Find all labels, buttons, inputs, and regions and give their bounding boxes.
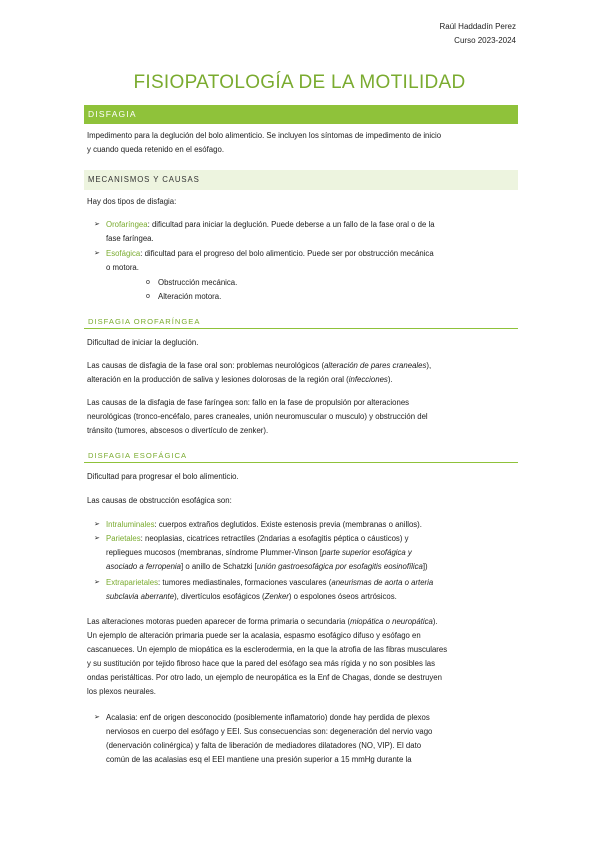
italic-span: miopática o neuropática bbox=[350, 617, 433, 626]
text-line: cascanueces. Un ejemplo de miopática es la esclerodermia, en la que la atrofia de las fibras musculares bbox=[87, 645, 448, 654]
circle-bullet-icon: o bbox=[146, 293, 150, 300]
text-line bbox=[106, 518, 512, 532]
list-item-acalasia bbox=[94, 711, 512, 767]
oral-phase-paragraph bbox=[87, 359, 517, 387]
text-line: y cuando queda retenido en el esófago. bbox=[87, 145, 224, 154]
text-line bbox=[106, 532, 512, 546]
course-year: Curso 2023-2024 bbox=[454, 36, 516, 45]
text-span: ). bbox=[432, 617, 438, 626]
term-highlight: Orofaríngea bbox=[106, 220, 148, 229]
text-span: alteración en la producción de saliva y lesiones dolorosas de la región oral ( bbox=[87, 375, 349, 384]
text-line: o motora. bbox=[106, 263, 139, 272]
list-item-esofagica bbox=[94, 247, 512, 275]
author-name: Raúl Haddadín Perez bbox=[439, 22, 516, 31]
text-line bbox=[106, 247, 512, 261]
text-line: (denervación colinérgica) y falta de liberación de mediadores dilatadores (NO, VIP). El dato bbox=[106, 741, 422, 750]
text-line bbox=[106, 590, 512, 604]
text-line: los plexos neurales. bbox=[87, 687, 156, 696]
text-line: ondas peristálticas. Por otro lado, un ejemplo de neuropática es la Enf de Chagas, donde se destruyen bbox=[87, 673, 442, 682]
italic-span: Zenker bbox=[264, 592, 289, 601]
text-span: repliegues mucosos (membranas, síndrome Plummer-Vinson [ bbox=[106, 548, 323, 557]
text-span: : tumores mediastinales, formaciones vasculares ( bbox=[158, 578, 332, 587]
orofaringea-definition: Dificultad de iniciar la deglución. bbox=[87, 338, 199, 347]
text-line: Un ejemplo de alteración primaria puede ser la acalasia, espasmo esofágico difuso y esófago en bbox=[87, 631, 421, 640]
list-item-intraluminales bbox=[94, 518, 512, 532]
term-highlight: Parietales bbox=[106, 534, 141, 543]
term-highlight: Esofágica bbox=[106, 249, 141, 258]
section-heading-disfagia: DISFAGIA bbox=[84, 105, 518, 124]
circle-bullet-icon: o bbox=[146, 279, 150, 286]
mechanisms-lead: Hay dos tipos de disfagia: bbox=[87, 197, 177, 206]
arrow-bullet-icon: ➢ bbox=[94, 535, 100, 542]
text-span: ). bbox=[387, 375, 393, 384]
text-line: común de las acalasias esq el EEI mantiene una presión superior a 15 mmHg durante la bbox=[106, 755, 412, 764]
pharyngeal-phase-paragraph bbox=[87, 396, 517, 438]
subheading-disfagia-esofagica: DISFAGIA ESOFÁGICA bbox=[84, 449, 518, 463]
text-line: Acalasia: enf de origen desconocido (posiblemente inflamatorio) donde hay perdida de plexos bbox=[106, 713, 430, 722]
page-title: FISIOPATOLOGÍA DE LA MOTILIDAD bbox=[133, 72, 466, 93]
text-span: : dificultad para iniciar la deglución. Puede deberse a un fallo de la fase oral o de la bbox=[147, 220, 435, 229]
italic-span: parte superior esofágica y bbox=[322, 548, 412, 557]
arrow-bullet-icon: ➢ bbox=[94, 714, 100, 721]
arrow-bullet-icon: ➢ bbox=[94, 579, 100, 586]
text-line: Las causas de la disfagia de fase faríngea son: fallo en la fase de propulsión por alteraciones bbox=[87, 398, 410, 407]
text-line bbox=[87, 373, 517, 387]
list-item-parietales bbox=[94, 532, 512, 574]
term-highlight: Extraparietales bbox=[106, 578, 159, 587]
subheading-disfagia-orofaringea: DISFAGIA OROFARÍNGEA bbox=[84, 315, 518, 329]
text-line bbox=[87, 615, 517, 629]
text-line: tránsito (tumores, abscesos o divertículo de zenker). bbox=[87, 426, 269, 435]
italic-span: aneurismas de aorta o arteria bbox=[331, 578, 434, 587]
text-span: : neoplasias, cicatrices retractiles (2ndarias a esofagitis péptica o cáusticos) y bbox=[140, 534, 409, 543]
text-span: ), bbox=[426, 361, 432, 370]
text-span: : cuerpos extraños deglutidos. Existe estenosis previa (membranas o anillos). bbox=[154, 520, 422, 529]
arrow-bullet-icon: ➢ bbox=[94, 521, 100, 528]
intro-paragraph bbox=[87, 129, 517, 157]
sub-list-item bbox=[146, 290, 458, 304]
text-line: Impedimento para la deglución del bolo alimenticio. Se incluyen los síntomas de impedimento de inicio bbox=[87, 131, 442, 140]
esofagica-lead: Las causas de obstrucción esofágica son: bbox=[87, 496, 232, 505]
text-span: Alteración motora. bbox=[158, 292, 222, 301]
text-line bbox=[106, 576, 512, 590]
term-highlight: Intraluminales bbox=[106, 520, 155, 529]
author-block bbox=[440, 20, 517, 48]
italic-span: subclavia aberrante bbox=[106, 592, 175, 601]
subsection-heading-mecanismos: MECANISMOS Y CAUSAS bbox=[84, 170, 518, 190]
italic-span: infecciones bbox=[348, 375, 388, 384]
text-span: Obstrucción mecánica. bbox=[158, 278, 238, 287]
text-line bbox=[106, 560, 512, 574]
italic-span: alteración de pares craneales bbox=[324, 361, 427, 370]
text-line: neurológicas (tronco-encéfalo, pares craneales, unión neuromuscular o musculo) y obstrucción del bbox=[87, 412, 428, 421]
text-line bbox=[87, 359, 517, 373]
text-line bbox=[106, 546, 512, 560]
text-line bbox=[106, 218, 512, 232]
text-span: Las alteraciones motoras pueden aparecer de forma primaria o secundaria ( bbox=[87, 617, 351, 626]
list-item-orofaringea bbox=[94, 218, 512, 246]
text-line: nerviosos en cuerpo del esófago y EEI. Sus consecuencias son: degeneración del nervio vago bbox=[106, 727, 433, 736]
sub-list-item bbox=[146, 276, 458, 290]
text-line: y su sustitución por tejido fibroso hace que la pared del esófago sea más rígida y no son posibles las bbox=[87, 659, 436, 668]
motor-alterations-paragraph bbox=[87, 615, 517, 699]
list-item-extraparietales bbox=[94, 576, 512, 604]
text-span: Las causas de disfagia de la fase oral son: problemas neurológicos ( bbox=[87, 361, 325, 370]
italic-span: asociado a ferropenia bbox=[106, 562, 181, 571]
text-line: fase faríngea. bbox=[106, 234, 154, 243]
esofagica-definition: Dificultad para progresar el bolo alimenticio. bbox=[87, 472, 239, 481]
text-span: ]) bbox=[422, 562, 428, 571]
text-span: ) o espolones óseos artrósicos. bbox=[288, 592, 397, 601]
text-span: : dificultad para el progreso del bolo alimenticio. Puede ser por obstrucción mecánica bbox=[140, 249, 434, 258]
italic-span: unión gastroesofágica por esofagitis eosinofílica bbox=[256, 562, 423, 571]
arrow-bullet-icon: ➢ bbox=[94, 221, 100, 228]
text-span: ] o anillo de Schatzki [ bbox=[181, 562, 257, 571]
text-span: ), divertículos esofágicos ( bbox=[174, 592, 265, 601]
arrow-bullet-icon: ➢ bbox=[94, 250, 100, 257]
